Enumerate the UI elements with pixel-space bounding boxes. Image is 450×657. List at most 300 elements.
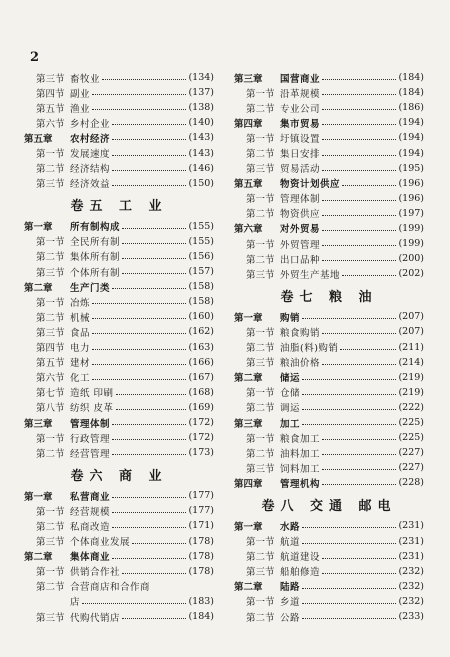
toc-section-entry [24,264,214,279]
toc-chapter-entry [234,176,424,191]
toc-section-entry [234,385,424,400]
entry-label: 第二节 [246,254,275,266]
dot-leader [92,94,186,95]
entry-page-number: (172) [188,432,214,444]
toc-chapter-entry [234,221,424,236]
entry-label: 第一节 [246,537,275,549]
dot-leader [302,527,396,528]
entry-label: 第二节 [36,252,65,264]
toc-chapter-entry [234,415,424,430]
entry-page-number: (222) [398,401,424,413]
entry-title: 集体商业 [70,552,111,564]
entry-page-number: (232) [398,595,424,607]
toc-section-entry [24,564,214,579]
toc-section-entry [24,145,214,160]
entry-label: 第二节 [246,209,275,221]
dot-leader [92,333,186,334]
dot-leader [302,588,396,589]
toc-section-entry [234,355,424,370]
entry-page-number: (178) [188,535,214,547]
entry-label: 第四节 [36,88,65,100]
toc-section-entry [24,370,214,385]
entry-title: 水路 [280,521,301,533]
entry-page-number: (156) [188,250,214,262]
dot-leader [116,409,187,410]
entry-label: 第二章 [24,552,53,564]
dot-leader [92,349,186,350]
volume-heading: 卷五 工 业 [70,199,168,215]
volume-heading: 卷八 交通 邮电 [261,498,397,514]
toc-section-entry [24,234,214,249]
entry-page-number: (227) [398,447,424,459]
entry-label: 第一节 [36,149,65,161]
entry-label: 第二节 [246,103,275,115]
dot-leader [302,543,396,544]
toc-section-entry [24,324,214,339]
entry-page-number: (184) [188,611,214,623]
entry-title: 物资供应 [280,209,321,221]
toc-section-entry [234,145,424,160]
entry-title: 外贸生产基地 [280,269,341,281]
entry-title: 全民所有制 [70,237,121,249]
entry-page-number: (155) [188,220,214,232]
dot-leader [322,245,396,246]
toc-section-entry [24,100,214,115]
entry-label: 第一章 [24,491,53,503]
dot-leader [302,379,396,380]
dot-leader [322,484,396,485]
entry-page-number: (177) [188,490,214,502]
entry-title: 航道建设 [280,552,321,564]
entry-label: 第三节 [36,73,65,85]
entry-page-number: (200) [398,253,424,265]
entry-label: 第二节 [246,612,275,624]
entry-title: 仓储 [280,388,301,400]
toc-left-column [24,70,214,624]
entry-page-number: (143) [188,132,214,144]
toc-chapter-entry [234,309,424,324]
entry-label: 第一节 [246,597,275,609]
entry-label: 第一节 [36,433,65,445]
dot-leader [112,454,186,455]
toc-section-entry [24,161,214,176]
entry-title: 航道 [280,537,301,549]
toc-section-entry [24,309,214,324]
entry-page-number: (167) [188,371,214,383]
dot-leader [322,439,396,440]
dot-leader [92,109,186,110]
entry-title: 冶炼 [70,297,91,309]
dot-leader [92,303,186,304]
entry-label: 第三节 [36,327,65,339]
entry-page-number: (197) [398,207,424,219]
entry-title: 船舶修造 [280,567,321,579]
entry-page-number: (199) [398,222,424,234]
toc-section-entry [234,324,424,339]
toc-section-entry [24,503,214,518]
dot-leader [122,618,186,619]
entry-page-number: (231) [398,520,424,532]
entry-page-number: (173) [188,447,214,459]
entry-label: 第三节 [246,358,275,370]
entry-page-number: (228) [398,477,424,489]
entry-page-number: (207) [398,326,424,338]
entry-page-number: (140) [188,117,214,129]
toc-section-entry [234,609,424,624]
dot-leader [82,603,186,604]
entry-page-number: (199) [398,238,424,250]
dot-leader [302,603,396,604]
dot-leader [92,318,186,319]
entry-label: 第二章 [24,282,53,294]
toc-section-entry [234,251,424,266]
toc-section-entry [234,445,424,460]
dot-leader [112,288,186,289]
entry-page-number: (196) [398,192,424,204]
entry-title: 粮油价格 [280,358,321,370]
dot-leader [322,139,396,140]
toc-section-entry [24,249,214,264]
toc-section-entry [234,400,424,415]
entry-title: 行政管理 [70,433,111,445]
toc-section-entry [234,430,424,445]
entry-page-number: (137) [188,87,214,99]
toc-chapter-entry [24,279,214,294]
page-number: 2 [30,50,40,65]
entry-page-number: (146) [188,162,214,174]
entry-title: 食品 [70,327,91,339]
entry-page-number: (134) [188,72,214,84]
toc-chapter-entry [24,130,214,145]
dot-leader [92,379,186,380]
dot-leader [112,155,186,156]
entry-page-number: (214) [398,356,424,368]
entry-page-number: (231) [398,535,424,547]
toc-section-entry [234,206,424,221]
entry-page-number: (232) [398,565,424,577]
dot-leader [122,273,186,274]
dot-leader [322,573,396,574]
entry-title: 发展速度 [70,149,111,161]
entry-label: 第八节 [36,403,65,415]
entry-label: 第二节 [36,312,65,324]
entry-title: 圩镇设置 [280,133,321,145]
toc-section-entry [24,400,214,415]
entry-title: 饲料加工 [280,463,321,475]
entry-title: 供销合作社 [70,567,121,579]
entry-title: 合营商店和合作商 [70,582,151,594]
entry-label: 第三节 [246,269,275,281]
entry-label: 第二节 [246,403,275,415]
toc-section-entry [24,176,214,191]
entry-title: 公路 [280,612,301,624]
entry-title: 专业公司 [280,103,321,115]
toc-section-entry [24,534,214,549]
entry-page-number: (233) [398,611,424,623]
dot-leader [322,260,396,261]
entry-label: 第七节 [36,388,65,400]
entry-page-number: (172) [188,417,214,429]
toc-right-column [234,70,424,624]
dot-leader [322,215,396,216]
toc-chapter-entry [234,70,424,85]
toc-section-entry [234,564,424,579]
entry-label: 第三章 [234,418,263,430]
entry-page-number: (225) [398,432,424,444]
dot-leader [112,497,186,498]
entry-page-number: (158) [188,281,214,293]
entry-page-number: (227) [398,462,424,474]
dot-leader [116,394,187,395]
dot-leader [112,558,186,559]
toc-chapter-entry [24,488,214,503]
entry-label: 第一节 [246,239,275,251]
entry-page-number: (202) [398,268,424,280]
entry-title: 经营规模 [70,506,111,518]
entry-page-number: (178) [188,565,214,577]
entry-label: 第三章 [24,418,53,430]
entry-title: 农村经济 [70,133,111,145]
toc-chapter-entry [234,370,424,385]
entry-label: 第二节 [36,582,65,594]
entry-title: 经济效益 [70,179,111,191]
toc-section-entry [234,549,424,564]
dot-leader [112,124,186,125]
entry-label: 第二节 [36,164,65,176]
entry-title: 经济结构 [70,164,111,176]
entry-label: 第三节 [246,567,275,579]
dot-leader [342,275,396,276]
dot-leader [322,469,396,470]
entry-title: 外贸管理 [280,239,321,251]
entry-title: 调运 [280,403,301,415]
entry-page-number: (160) [188,311,214,323]
entry-title: 机械 [70,312,91,324]
entry-label: 第一节 [246,88,275,100]
dot-leader [122,573,186,574]
toc-section-entry [24,609,214,624]
toc-section-entry [24,579,214,594]
entry-page-number: (184) [398,72,424,84]
entry-label: 第五节 [36,103,65,115]
entry-label: 第五章 [234,179,263,191]
volume-heading: 卷六 商 业 [70,468,168,484]
toc-chapter-entry [24,219,214,234]
entry-title: 造纸 印刷 [70,388,114,400]
entry-label: 第一节 [36,506,65,518]
entry-title: 乡村企业 [70,118,111,130]
entry-title: 电力 [70,343,91,355]
entry-page-number: (183) [188,595,214,607]
entry-title: 粮食购销 [280,327,321,339]
toc-section-entry [234,236,424,251]
entry-page-number: (157) [188,266,214,278]
toc-section-entry [24,70,214,85]
dot-leader [322,200,396,201]
entry-title: 物资计划供应 [280,179,341,191]
entry-page-number: (162) [188,326,214,338]
entry-title: 私商改造 [70,521,111,533]
entry-label: 第三节 [246,463,275,475]
entry-page-number: (219) [398,371,424,383]
dot-leader [340,349,396,350]
entry-title: 生产门类 [70,282,111,294]
entry-title: 所有制构成 [70,222,121,234]
entry-page-number: (138) [188,102,214,114]
toc-chapter-entry [24,415,214,430]
entry-page-number: (225) [398,417,424,429]
toc-chapter-entry [234,115,424,130]
dot-leader [122,228,186,229]
entry-title: 管理机构 [280,478,321,490]
toc-section-entry [234,460,424,475]
entry-label: 第二节 [246,149,275,161]
entry-page-number: (219) [398,386,424,398]
entry-page-number: (207) [398,311,424,323]
toc-section-entry [24,518,214,533]
entry-title: 出口品种 [280,254,321,266]
entry-page-number: (177) [188,505,214,517]
entry-page-number: (186) [398,102,424,114]
entry-label: 第一节 [36,567,65,579]
entry-page-number: (211) [398,341,424,353]
dot-leader [112,439,186,440]
entry-label: 第五节 [36,358,65,370]
entry-title: 加工 [280,418,301,430]
entry-title: 集市贸易 [280,118,321,130]
dot-leader [322,170,396,171]
entry-label: 第六节 [36,373,65,385]
entry-page-number: (194) [398,132,424,144]
entry-title: 畜牧业 [70,73,101,85]
entry-label: 第二节 [246,343,275,355]
entry-page-number: (150) [188,177,214,189]
dot-leader [322,79,396,80]
entry-title: 国营商业 [280,73,321,85]
dot-leader [302,318,396,319]
entry-title: 个体所有制 [70,267,121,279]
entry-title: 油料加工 [280,448,321,460]
entry-page-number: (184) [398,87,424,99]
entry-title: 私营商业 [70,491,111,503]
entry-label: 第一节 [246,388,275,400]
toc-section-entry [234,161,424,176]
dot-leader [122,258,186,259]
toc-section-entry [234,534,424,549]
toc-section-entry [234,130,424,145]
dot-leader [92,364,186,365]
entry-page-number: (163) [188,341,214,353]
toc-section-entry [234,594,424,609]
toc-section-entry [234,266,424,281]
entry-page-number: (166) [188,356,214,368]
dot-leader [322,454,396,455]
entry-label: 第三节 [36,537,65,549]
entry-label: 第六节 [36,118,65,130]
entry-title: 代购代销店 [70,612,121,624]
entry-label: 第二节 [246,448,275,460]
dot-leader [102,79,186,80]
dot-leader [322,558,396,559]
entry-title: 集体所有制 [70,252,121,264]
dot-leader [122,243,186,244]
entry-page-number: (168) [188,386,214,398]
entry-title: 副业 [70,88,91,100]
entry-label: 第二章 [234,373,263,385]
entry-title: 集日安排 [280,149,321,161]
toc-chapter-entry [234,579,424,594]
dot-leader [322,230,396,231]
toc-chapter-entry [234,475,424,490]
entry-label: 第一节 [246,133,275,145]
toc-section-entry [24,355,214,370]
dot-leader [112,170,186,171]
entry-page-number: (194) [398,117,424,129]
entry-label: 第一节 [246,194,275,206]
entry-label: 第一章 [234,312,263,324]
entry-label: 第二节 [36,521,65,533]
toc-chapter-entry [234,518,424,533]
entry-label: 第二节 [246,552,275,564]
entry-label: 第三节 [36,267,65,279]
dot-leader [302,394,396,395]
entry-title: 沿革规模 [280,88,321,100]
dot-leader [322,109,396,110]
entry-title: 化工 [70,373,91,385]
entry-label: 第三节 [36,612,65,624]
dot-leader [322,155,396,156]
entry-page-number: (178) [188,550,214,562]
entry-label: 第四章 [234,478,263,490]
dot-leader [112,424,186,425]
entry-page-number: (155) [188,235,214,247]
dot-leader [112,527,186,528]
dot-leader [112,139,186,140]
entry-title: 油脂(料)购销 [280,343,339,355]
entry-page-number: (231) [398,550,424,562]
toc-section-entry [24,85,214,100]
entry-label: 第四章 [234,118,263,130]
entry-page-number: (169) [188,401,214,413]
toc-section-entry [234,191,424,206]
dot-leader [342,185,396,186]
entry-label: 第四节 [36,343,65,355]
entry-page-number: (158) [188,296,214,308]
entry-label: 第三节 [246,164,275,176]
dot-leader [302,409,396,410]
entry-title: 经营管理 [70,448,111,460]
toc-section-entry [24,115,214,130]
entry-label: 第五章 [24,133,53,145]
entry-title: 对外贸易 [280,224,321,236]
dot-leader [132,543,186,544]
toc-section-entry [24,340,214,355]
dot-leader [322,124,396,125]
entry-title: 个体商业发展 [70,537,131,549]
dot-leader [322,333,396,334]
entry-title: 贸易活动 [280,164,321,176]
entry-title: 渔业 [70,103,91,115]
entry-label: 第一章 [234,521,263,533]
entry-title: 购销 [280,312,301,324]
entry-page-number: (196) [398,177,424,189]
entry-label: 第三节 [36,179,65,191]
entry-title: 粮食加工 [280,433,321,445]
entry-page-number: (171) [188,520,214,532]
dot-leader [112,512,186,513]
entry-page-number: (143) [188,147,214,159]
toc-section-entry [234,100,424,115]
